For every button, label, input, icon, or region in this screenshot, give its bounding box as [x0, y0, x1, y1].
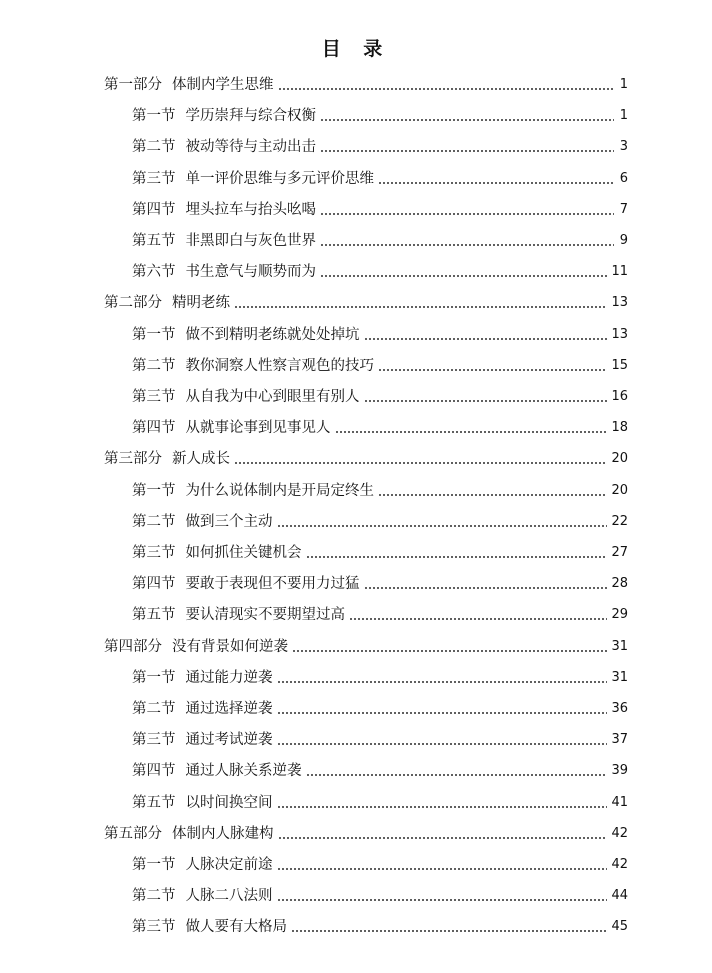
page-number: 16: [611, 389, 628, 404]
entry-number: 第二节: [132, 139, 176, 156]
entry-label: [104, 638, 290, 656]
entry-number: 第一节: [132, 669, 176, 686]
page-number: 9: [619, 233, 628, 248]
toc-section-entry: [132, 754, 628, 780]
entry-number: 第二节: [132, 888, 176, 905]
dot-leader: [378, 182, 614, 184]
page-number: 7: [619, 201, 628, 217]
entry-label: [132, 856, 275, 874]
page-number: 42: [611, 857, 628, 872]
page-number: 13: [611, 295, 628, 311]
entry-label: [132, 669, 275, 687]
page-number: 44: [611, 888, 628, 904]
entry-title: 非黑即白与灰色世界: [185, 233, 316, 249]
entry-number: 第五节: [132, 233, 176, 249]
toc-part-entry: [104, 442, 628, 468]
entry-label: [132, 138, 318, 156]
toc-part-entry: [104, 630, 628, 656]
entry-label: [132, 419, 333, 437]
toc-section-entry: [132, 723, 628, 749]
entry-number: 第四部分: [104, 638, 162, 655]
toc-section-entry: [132, 786, 628, 812]
entry-label: [132, 762, 304, 780]
page-number: 1: [619, 108, 628, 124]
entry-title: 通过能力逆袭: [185, 669, 273, 686]
entry-label: [132, 794, 275, 812]
entry-number: 第五节: [132, 794, 176, 811]
toc-section-entry: [132, 349, 628, 375]
page-number: 42: [611, 825, 628, 841]
toc-section-entry: [132, 130, 628, 156]
page-number: 11: [611, 264, 628, 280]
entry-title: 通过考试逆袭: [185, 732, 273, 749]
page-number: 18: [611, 420, 628, 436]
toc-section-entry: [132, 505, 628, 531]
dot-leader: [335, 431, 608, 433]
toc-section-entry: [132, 661, 628, 687]
entry-number: 第二节: [132, 513, 176, 530]
entry-title: 为什么说体制内是开局定终生: [185, 482, 374, 499]
entry-title: 从自我为中心到眼里有别人: [185, 389, 360, 405]
dot-leader: [378, 369, 607, 371]
entry-title: 从就事论事到见事见人: [185, 420, 331, 437]
dot-leader: [277, 712, 608, 714]
entry-label: [132, 606, 347, 624]
toc-section-entry: [132, 193, 628, 219]
toc-part-entry: [104, 817, 628, 843]
toc-section-entry: [132, 598, 628, 624]
dot-leader: [306, 556, 608, 558]
dot-leader: [277, 743, 608, 745]
entry-title: 学历崇拜与综合权衡: [185, 108, 316, 125]
entry-number: 第一节: [132, 857, 176, 873]
entry-number: 第三节: [132, 389, 176, 405]
dot-leader: [320, 119, 614, 121]
entry-number: 第三部分: [104, 451, 162, 468]
page-title: 目 录: [321, 38, 391, 60]
entry-title: 以时间换空间: [185, 794, 273, 811]
entry-label: [132, 700, 275, 718]
entry-number: 第一节: [132, 326, 176, 343]
dot-leader: [320, 150, 614, 152]
toc-section-entry: [132, 318, 628, 344]
entry-title: 如何抓住关键机会: [185, 545, 302, 561]
entry-title: 没有背景如何逆袭: [172, 638, 288, 655]
entry-label: [104, 294, 232, 312]
toc-section-entry: [132, 255, 628, 281]
dot-leader: [349, 618, 607, 620]
toc-section-entry: [132, 474, 628, 500]
dot-leader: [364, 400, 608, 402]
entry-number: 第五部分: [104, 825, 162, 842]
page-number: 39: [611, 763, 628, 779]
entry-label: [104, 76, 276, 94]
dot-leader: [306, 774, 608, 776]
dot-leader: [364, 587, 608, 589]
toc-section-entry: [132, 162, 628, 188]
entry-title: 体制内人脉建构: [172, 825, 274, 842]
toc-section-entry: [132, 848, 628, 874]
page-number: 36: [611, 701, 628, 716]
entry-label: [132, 388, 362, 406]
dot-leader: [292, 650, 607, 652]
entry-number: 第四节: [132, 576, 176, 593]
page-number: 20: [611, 482, 628, 498]
toc-section-entry: [132, 380, 628, 406]
entry-number: 第二节: [132, 701, 176, 717]
toc-part-entry: [104, 68, 628, 94]
entry-title: 要敢于表现但不要用力过猛: [185, 576, 360, 593]
toc-section-entry: [132, 910, 628, 936]
entry-number: 第二节: [132, 357, 176, 374]
entry-number: 第三节: [132, 545, 176, 561]
entry-label: [132, 357, 376, 375]
entry-number: 第四节: [132, 763, 176, 780]
entry-title: 书生意气与顺势而为: [185, 264, 316, 281]
entry-label: [132, 513, 275, 531]
page-number: 31: [611, 638, 628, 654]
dot-leader: [364, 338, 608, 340]
entry-label: [132, 263, 318, 281]
entry-title: 教你洞察人性察言观色的技巧: [185, 357, 374, 374]
entry-label: [132, 170, 376, 188]
entry-number: 第一节: [132, 482, 176, 499]
entry-number: 第一节: [132, 108, 176, 125]
entry-number: 第四节: [132, 420, 176, 437]
dot-leader: [277, 681, 608, 683]
toc-section-entry: [132, 567, 628, 593]
entry-title: 体制内学生思维: [172, 77, 274, 93]
page-number: 6: [619, 170, 628, 186]
entry-number: 第三节: [132, 919, 176, 936]
dot-leader: [291, 930, 607, 932]
entry-title: 通过人脉关系逆袭: [185, 763, 302, 780]
page-number: 1: [619, 77, 628, 92]
page-number: 13: [611, 326, 628, 342]
entry-number: 第三节: [132, 170, 176, 187]
dot-leader: [320, 275, 607, 277]
toc-section-entry: [132, 879, 628, 905]
page-number: 27: [611, 545, 628, 560]
entry-title: 新人成长: [172, 451, 230, 468]
toc-section-entry: [132, 224, 628, 250]
entry-title: 埋头拉车与抬头吆喝: [185, 201, 316, 218]
entry-number: 第二部分: [104, 295, 162, 312]
dot-leader: [278, 88, 615, 90]
entry-label: [132, 232, 318, 250]
entry-title: 人脉决定前途: [185, 857, 273, 873]
entry-number: 第五节: [132, 607, 176, 624]
entry-number: 第三节: [132, 732, 176, 749]
dot-leader: [278, 837, 608, 839]
entry-number: 第四节: [132, 201, 176, 218]
entry-label: [132, 482, 376, 500]
entry-label: [132, 544, 304, 562]
entry-label: [132, 887, 275, 905]
entry-title: 通过选择逆袭: [185, 701, 273, 717]
entry-label: [104, 450, 232, 468]
entry-title: 做到三个主动: [185, 513, 273, 530]
page-number: 41: [611, 794, 628, 810]
page-number: 37: [611, 732, 628, 748]
toc-part-entry: [104, 286, 628, 312]
entry-title: 单一评价思维与多元评价思维: [185, 170, 374, 187]
dot-leader: [277, 806, 608, 808]
entry-label: [132, 201, 318, 219]
page-number: 45: [611, 919, 628, 935]
entry-title: 被动等待与主动出击: [185, 139, 316, 156]
toc-section-entry: [132, 99, 628, 125]
dot-leader: [320, 213, 614, 215]
entry-label: [104, 825, 276, 843]
page-number: 22: [611, 513, 628, 529]
dot-leader: [234, 306, 607, 308]
dot-leader: [277, 899, 608, 901]
entry-title: 要认清现实不要期望过高: [185, 607, 345, 624]
entry-label: [132, 107, 318, 125]
page-number: 29: [611, 607, 628, 623]
entry-label: [132, 575, 362, 593]
entry-title: 做不到精明老练就处处掉坑: [185, 326, 360, 343]
dot-leader: [320, 244, 614, 246]
dot-leader: [234, 462, 607, 464]
entry-label: [132, 918, 289, 936]
toc-section-entry: [132, 692, 628, 718]
toc-section-entry: [132, 411, 628, 437]
page-number: 28: [611, 576, 628, 592]
page-number: 3: [619, 139, 628, 155]
page-number: 20: [611, 451, 628, 467]
entry-title: 人脉二八法则: [185, 888, 273, 905]
entry-label: [132, 326, 362, 344]
entry-title: 精明老练: [172, 295, 230, 312]
entry-number: 第一部分: [104, 77, 162, 93]
entry-label: [132, 731, 275, 749]
toc-section-entry: [132, 536, 628, 562]
entry-title: 做人要有大格局: [185, 919, 287, 936]
dot-leader: [277, 868, 608, 870]
entry-number: 第六节: [132, 264, 176, 281]
page-number: 31: [611, 669, 628, 685]
page-number: 15: [611, 357, 628, 373]
dot-leader: [277, 525, 608, 527]
dot-leader: [378, 494, 607, 496]
